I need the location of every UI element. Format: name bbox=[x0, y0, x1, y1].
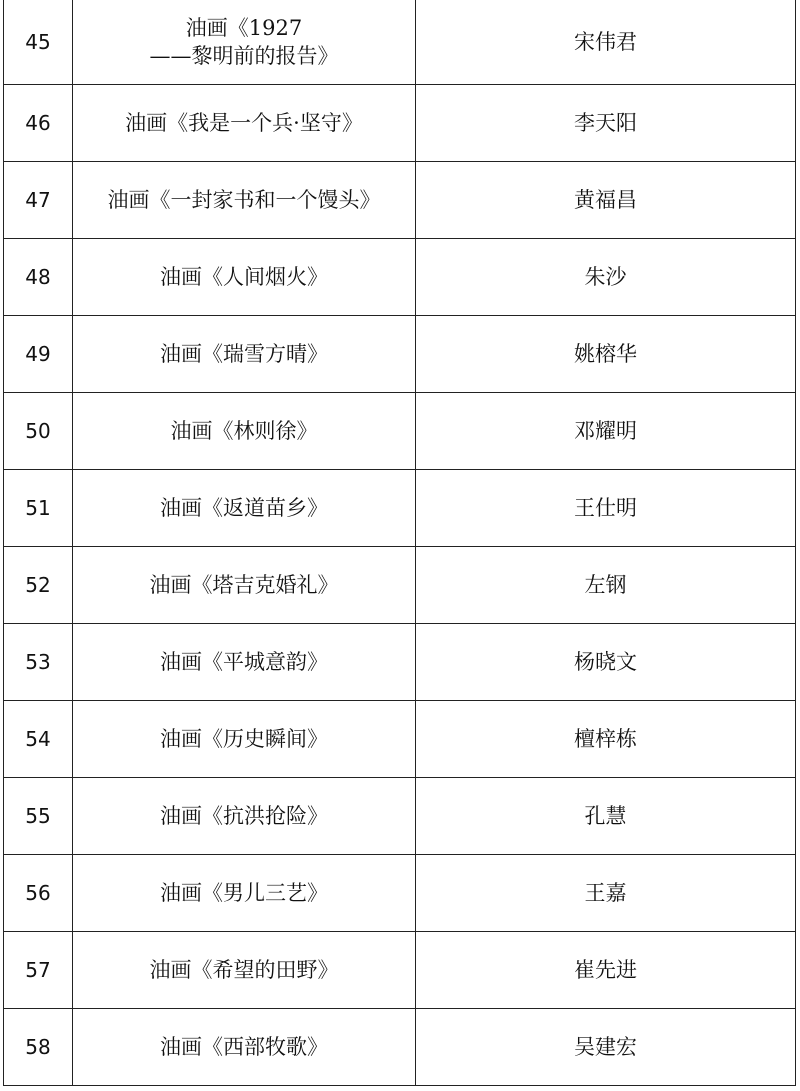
artwork-title: 油画《历史瞬间》 bbox=[73, 701, 416, 778]
artist-name: 邓耀明 bbox=[416, 393, 796, 470]
artwork-title: 油画《瑞雪方晴》 bbox=[73, 316, 416, 393]
row-number: 49 bbox=[4, 316, 73, 393]
row-number: 51 bbox=[4, 470, 73, 547]
artwork-title: 油画《平城意韵》 bbox=[73, 624, 416, 701]
artist-name: 崔先进 bbox=[416, 932, 796, 1009]
row-number: 55 bbox=[4, 778, 73, 855]
artist-name: 李天阳 bbox=[416, 85, 796, 162]
row-number: 48 bbox=[4, 239, 73, 316]
artist-name: 姚榕华 bbox=[416, 316, 796, 393]
artwork-title: 油画《西部牧歌》 bbox=[73, 1009, 416, 1086]
table-row bbox=[4, 855, 796, 932]
table-row bbox=[4, 1009, 796, 1086]
artist-name: 孔慧 bbox=[416, 778, 796, 855]
row-number: 45 bbox=[4, 0, 73, 85]
table-row bbox=[4, 932, 796, 1009]
artist-name: 左钢 bbox=[416, 547, 796, 624]
table-row bbox=[4, 470, 796, 547]
row-number: 47 bbox=[4, 162, 73, 239]
row-number: 50 bbox=[4, 393, 73, 470]
artist-name: 朱沙 bbox=[416, 239, 796, 316]
artwork-title: 油画《林则徐》 bbox=[73, 393, 416, 470]
artwork-title: 油画《一封家书和一个馒头》 bbox=[73, 162, 416, 239]
artist-name: 王嘉 bbox=[416, 855, 796, 932]
table-row bbox=[4, 624, 796, 701]
artwork-title: 油画《返道苗乡》 bbox=[73, 470, 416, 547]
artist-name: 杨晓文 bbox=[416, 624, 796, 701]
artwork-table-body bbox=[4, 0, 796, 1086]
artwork-table bbox=[3, 0, 796, 1086]
table-row bbox=[4, 316, 796, 393]
table-row bbox=[4, 778, 796, 855]
artwork-title: 油画《抗洪抢险》 bbox=[73, 778, 416, 855]
artwork-title: 油画《希望的田野》 bbox=[73, 932, 416, 1009]
artist-name: 王仕明 bbox=[416, 470, 796, 547]
row-number: 46 bbox=[4, 85, 73, 162]
table-row bbox=[4, 701, 796, 778]
table-row bbox=[4, 85, 796, 162]
artwork-title: 油画《人间烟火》 bbox=[73, 239, 416, 316]
row-number: 54 bbox=[4, 701, 73, 778]
table-row bbox=[4, 0, 796, 85]
artwork-title: 油画《塔吉克婚礼》 bbox=[73, 547, 416, 624]
table-row bbox=[4, 162, 796, 239]
artist-name: 宋伟君 bbox=[416, 0, 796, 85]
artist-name: 檀梓栋 bbox=[416, 701, 796, 778]
table-row bbox=[4, 239, 796, 316]
row-number: 58 bbox=[4, 1009, 73, 1086]
row-number: 56 bbox=[4, 855, 73, 932]
table-row bbox=[4, 393, 796, 470]
row-number: 57 bbox=[4, 932, 73, 1009]
artist-name: 黄福昌 bbox=[416, 162, 796, 239]
artwork-title: 油画《我是一个兵·坚守》 bbox=[73, 85, 416, 162]
artwork-title: 油画《男儿三艺》 bbox=[73, 855, 416, 932]
row-number: 53 bbox=[4, 624, 73, 701]
artwork-title: 油画《1927 ——黎明前的报告》 bbox=[73, 0, 416, 85]
row-number: 52 bbox=[4, 547, 73, 624]
artist-name: 吴建宏 bbox=[416, 1009, 796, 1086]
table-row bbox=[4, 547, 796, 624]
